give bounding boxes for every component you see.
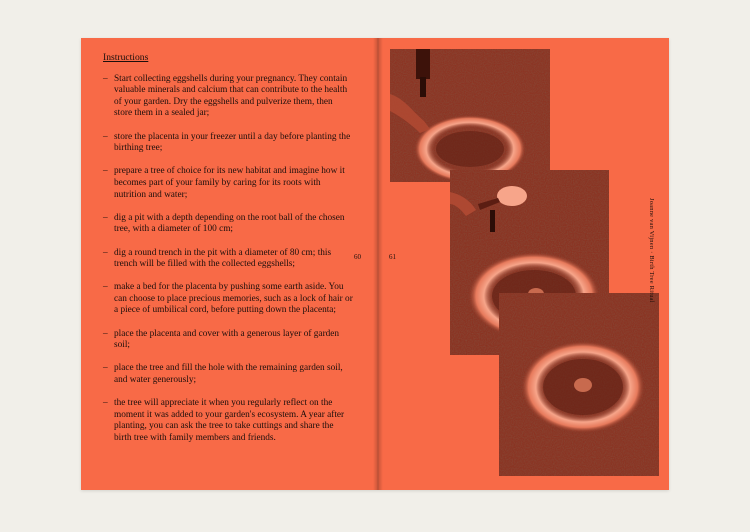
photo-hands-trench-image: [390, 49, 550, 182]
instruction-item: – dig a pit with a depth depending on the root ball of the chosen tree, with a diameter of 100 cm;: [103, 213, 353, 236]
instruction-item: – make a bed for the placenta by pushing some earth aside. You can choose to place precious memories, such as a lock of hair or a piece of umbilical cord, before putting down the placenta;: [103, 282, 353, 317]
page-number-right: 61: [389, 253, 396, 261]
book-spread: [81, 38, 669, 490]
instruction-item: – prepare a tree of choice for its new habitat and imagine how it becomes part of your family by caring for its roots with nutrition and water;: [103, 166, 353, 201]
running-title: Joanne van Vijnen · Birth Tree Ritual: [648, 198, 655, 303]
instruction-item: – place the placenta and cover with a generous layer of garden soil;: [103, 329, 353, 352]
instruction-item: – store the placenta in your freezer until a day before planting the birthing tree;: [103, 132, 353, 155]
instructions-list: [103, 74, 353, 445]
photo-hands-trench: [390, 49, 550, 182]
photo-placenta-ring-image: [499, 293, 659, 476]
page-number-left: 60: [354, 253, 361, 261]
instruction-item: – Start collecting eggshells during your pregnancy. They contain valuable minerals and calcium that can contribute to the health of your garden. Dry the eggshells and pulverize them, then store them in a sealed jar;: [103, 74, 353, 120]
instruction-item: – place the tree and fill the hole with the remaining garden soil, and water generously;: [103, 363, 353, 386]
photo-placenta-ring: [499, 293, 659, 476]
instructions-heading: Instructions: [103, 52, 149, 63]
book-gutter: [373, 38, 383, 490]
instructions-column: [103, 52, 353, 456]
instruction-item: – the tree will appreciate it when you regularly reflect on the moment it was added to your garden's ecosystem. A year after planting, you can ask the tree to take cuttings and share the birth tree with family members and friends.: [103, 398, 353, 444]
instruction-item: – dig a round trench in the pit with a diameter of 80 cm; this trench will be filled with the collected eggshells;: [103, 248, 353, 271]
